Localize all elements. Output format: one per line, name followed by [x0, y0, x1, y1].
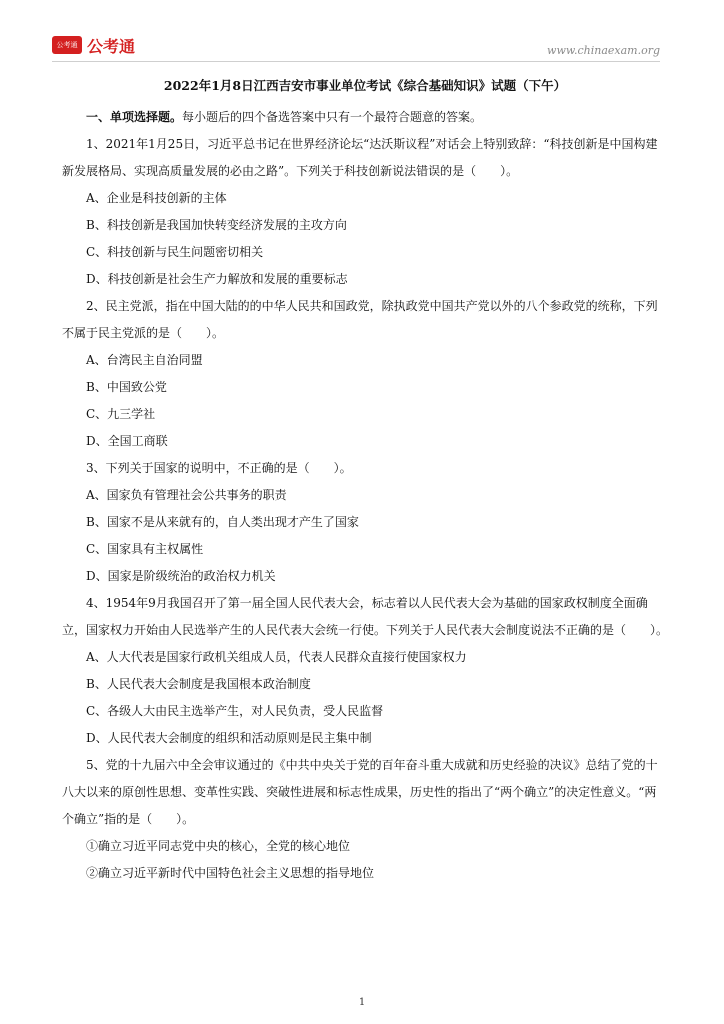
question-1-stem: 1、2021年1月25日，习近平总书记在世界经济论坛“达沃斯议程”对话会上特别致辞：“科技创新是中国构建新发展格局、实现高质量发展的必由之路”。下列关于科技创新说法错误的是（ ）。: [62, 137, 658, 178]
section-heading: 一、单项选择题。: [86, 110, 183, 124]
page-number: 1: [358, 997, 366, 1008]
document-body: [62, 76, 668, 887]
question-4-option-a: A、人大代表是国家行政机关组成人员，代表人民群众直接行使国家权力: [86, 650, 467, 664]
question-3-option-d: D、国家是阶级统治的政治权力机关: [86, 569, 276, 583]
question-2-option-a: A、台湾民主自治同盟: [86, 353, 203, 367]
page-header: [0, 0, 724, 64]
question-5-option-2: ②确立习近平新时代中国特色社会主义思想的指导地位: [86, 866, 375, 880]
document-title: 2022年1月8日江西吉安市事业单位考试《综合基础知识》试题（下午）: [163, 78, 567, 93]
question-4-option-c: C、各级人大由民主选举产生，对人民负责，受人民监督: [86, 704, 384, 718]
question-1-option-c: C、科技创新与民生问题密切相关: [86, 245, 264, 259]
question-2-stem: 2、民主党派，指在中国大陆的的中华人民共和国政党，除执政党中国共产党以外的八个参政党的统称，下列不属于民主党派的是（ ）。: [62, 299, 658, 340]
logo-badge: 公考通: [52, 36, 82, 54]
question-3-option-a: A、国家负有管理社会公共事务的职责: [86, 488, 287, 502]
question-4-option-d: D、人民代表大会制度的组织和活动原则是民主集中制: [86, 731, 372, 745]
question-5-option-1: ①确立习近平同志党中央的核心，全党的核心地位: [86, 839, 351, 853]
question-3-option-b: B、国家不是从来就有的，自人类出现才产生了国家: [86, 515, 359, 529]
question-1-option-a: A、企业是科技创新的主体: [86, 191, 227, 205]
question-4-option-b: B、人民代表大会制度是我国根本政治制度: [86, 677, 311, 691]
question-2-option-c: C、九三学社: [86, 407, 156, 421]
question-2-option-b: B、中国致公党: [86, 380, 167, 394]
question-3-stem: 3、下列关于国家的说明中，不正确的是（ ）。: [86, 461, 352, 475]
question-1-option-b: B、科技创新是我国加快转变经济发展的主攻方向: [86, 218, 347, 232]
site-url[interactable]: www.chinaexam.org: [547, 44, 660, 57]
question-5-stem: 5、党的十九届六中全会审议通过的《中共中央关于党的百年奋斗重大成就和历史经验的决议》总结了党的十八大以来的原创性思想、变革性实践、突破性进展和标志性成果，历史性的指出了“两个确立”的决定性意义。“两个确立”指的是（ ）。: [62, 758, 658, 826]
question-1-option-d: D、科技创新是社会生产力解放和发展的重要标志: [86, 272, 348, 286]
site-logo[interactable]: [52, 34, 135, 56]
section-intro: [62, 104, 668, 131]
section-note: 每小题后的四个备选答案中只有一个最符合题意的答案。: [182, 110, 483, 124]
question-4-stem: 4、1954年9月我国召开了第一届全国人民代表大会，标志着以人民代表大会为基础的国家政权制度全面确立，国家权力开始由人民选举产生的人民代表大会统一行使。下列关于人民代表大会制度说法不正确的是（ ）。: [62, 596, 669, 637]
question-2-option-d: D、全国工商联: [86, 434, 168, 448]
logo-text: 公考通: [87, 36, 136, 56]
header-divider: [52, 61, 660, 62]
question-3-option-c: C、国家具有主权属性: [86, 542, 204, 556]
